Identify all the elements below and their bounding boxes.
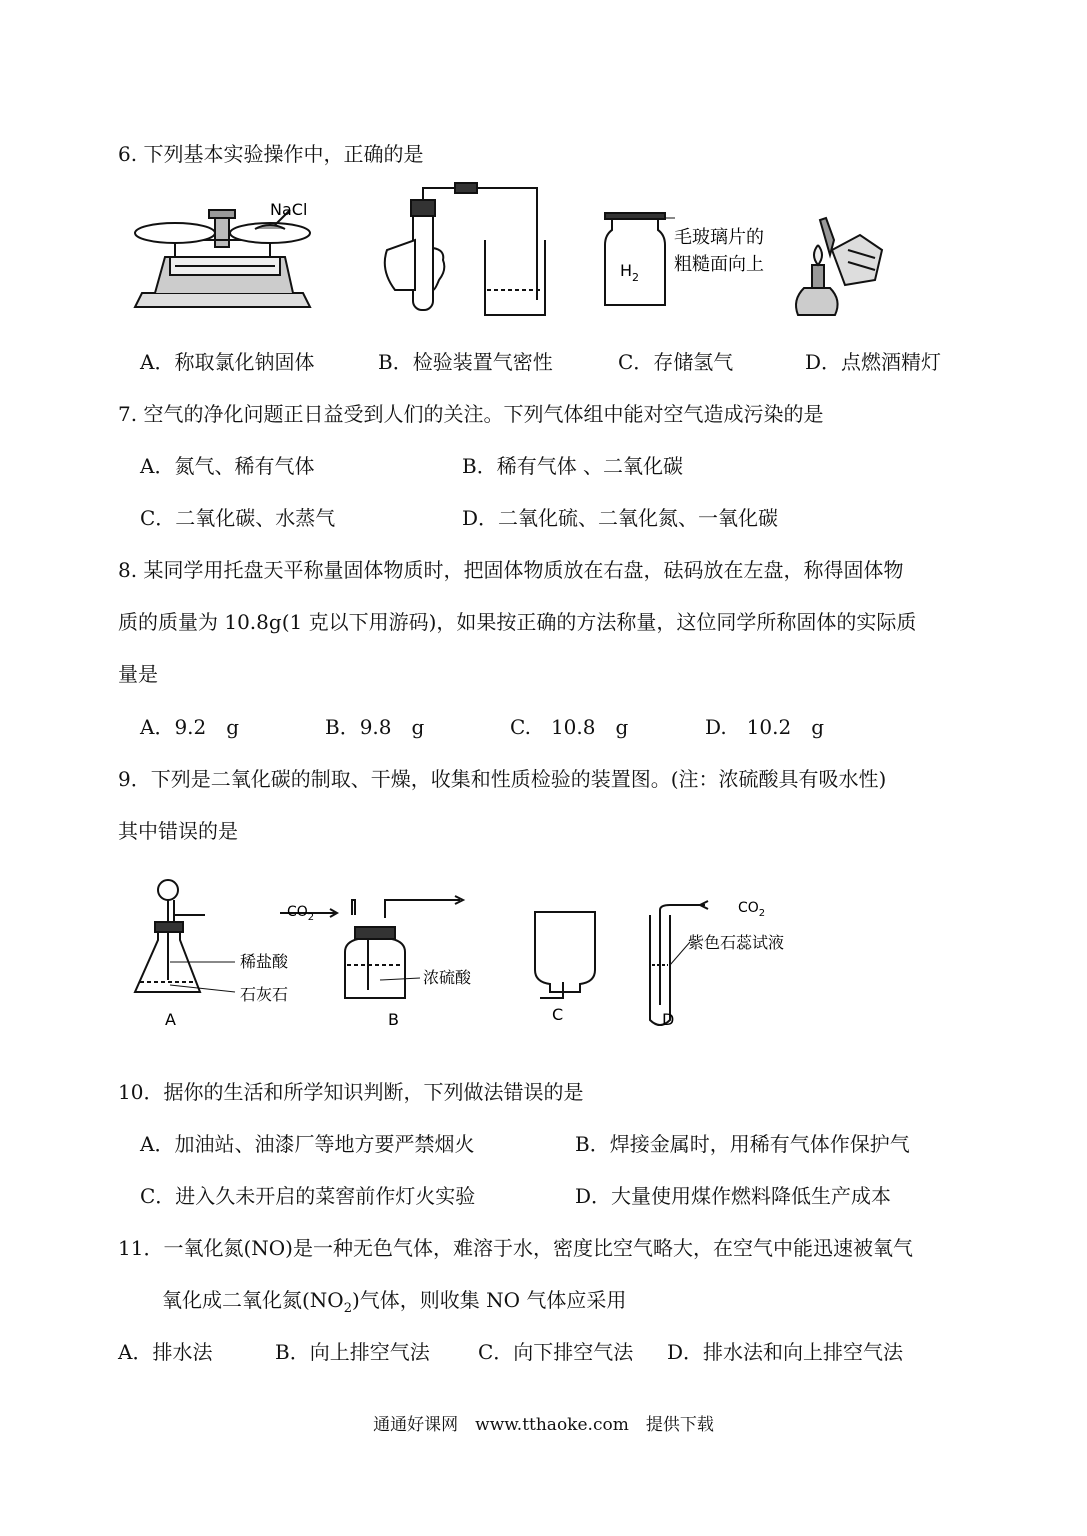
q11-option-b: B．向上排空气法	[275, 1340, 430, 1364]
q10-option-c: C．进入久未开启的菜窖前作灯火实验	[140, 1184, 476, 1208]
q8-line3: 量是	[118, 662, 158, 686]
q11-option-a: A．排水法	[118, 1340, 213, 1364]
q10-option-d: D．大量使用煤作燃料降低生产成本	[575, 1184, 892, 1208]
q11-line2: 氧化成二氧化氮$(NO_2)$气体，则收集 NO 气体应采用	[162, 1288, 627, 1316]
fig-label-b: B	[388, 1010, 399, 1029]
co2-apparatus-figure	[130, 870, 850, 1035]
q8-option-b: B．9.8 g	[325, 715, 425, 739]
q7-option-c: C．二氧化碳、水蒸气	[140, 506, 336, 530]
alcohol-lamp-figure	[790, 210, 890, 320]
q6-stem: 6. 下列基本实验操作中，正确的是	[118, 142, 424, 166]
q8-option-a: A．9.2 g	[140, 715, 240, 739]
fig-label-a: A	[165, 1010, 176, 1029]
airtightness-figure	[375, 180, 555, 325]
gas-jar-figure	[600, 210, 775, 310]
q6-option-d: D．点燃酒精灯	[805, 350, 942, 374]
page-footer: 通通好课网 www.tthaoke.com 提供下载	[373, 1415, 714, 1435]
q8-option-d: D. 10.2 g	[705, 715, 825, 739]
fig-label-d: D	[662, 1010, 675, 1029]
limestone-label: 石灰石	[240, 985, 289, 1004]
q9-line1: 9．下列是二氧化碳的制取、干燥，收集和性质检验的装置图。(注：浓硫酸具有吸水性)	[118, 767, 887, 791]
acid-label: 稀盐酸	[240, 952, 289, 971]
q6-option-c: C．存储氢气	[618, 350, 734, 374]
q7-option-d: D．二氧化硫、二氧化氮、一氧化碳	[462, 506, 779, 530]
q8-line1: 8. 某同学用托盘天平称量固体物质时，把固体物质放在右盘，砝码放在左盘，称得固体物	[118, 558, 904, 582]
jar-note-line1: 毛玻璃片的	[674, 227, 764, 248]
q11-line1: 11．一氧化氮(NO)是一种无色气体，难溶于水，密度比空气略大，在空气中能迅速被氧气	[118, 1236, 913, 1260]
q11-option-c: C．向下排空气法	[478, 1340, 634, 1364]
sulfuric-acid-label: 浓硫酸	[423, 968, 472, 987]
nacl-label: NaCl	[270, 200, 308, 219]
litmus-label: 紫色石蕊试液	[688, 933, 785, 952]
co2-label-b: $CO_2$	[287, 904, 315, 923]
jar-note-line2: 粗糙面向上	[674, 254, 764, 275]
q11-option-d: D．排水法和向上排空气法	[667, 1340, 904, 1364]
q7-stem: 7. 空气的净化问题正日益受到人们的关注。下列气体组中能对空气造成污染的是	[118, 402, 824, 426]
q8-option-c: C. 10.8 g	[510, 715, 629, 739]
q6-option-b: B．检验装置气密性	[378, 350, 553, 374]
co2-label-d: $CO_2$	[738, 900, 766, 919]
q7-option-b: B．稀有气体 、二氧化碳	[462, 454, 684, 478]
fig-label-c: C	[552, 1005, 564, 1024]
h2-label: $H_2$	[620, 261, 640, 284]
q10-option-b: B．焊接金属时，用稀有气体作保护气	[575, 1132, 910, 1156]
q8-line2: 质的质量为 10.8g(1 克以下用游码)，如果按正确的方法称量，这位同学所称固体的实际质	[118, 610, 917, 634]
q9-line2: 其中错误的是	[118, 819, 238, 843]
q10-stem: 10．据你的生活和所学知识判断，下列做法错误的是	[118, 1080, 584, 1104]
q6-option-a: A．称取氯化钠固体	[140, 350, 315, 374]
q7-option-a: A．氮气、稀有气体	[140, 454, 315, 478]
balance-figure	[125, 195, 320, 325]
q10-option-a: A．加油站、油漆厂等地方要严禁烟火	[140, 1132, 475, 1156]
